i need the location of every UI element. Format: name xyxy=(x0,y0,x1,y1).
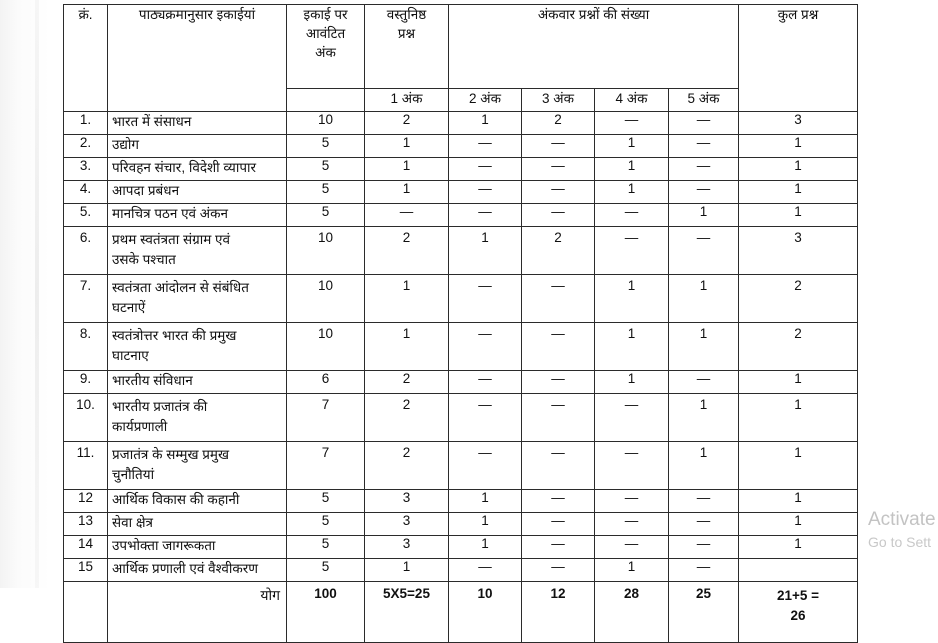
cell-serial: 8. xyxy=(64,323,108,371)
watermark-line-2: Go to Sett xyxy=(868,534,932,550)
cell-total: 1 xyxy=(739,135,858,158)
cell-unit: मानचित्र पठन एवं अंकन xyxy=(108,204,287,227)
cell-m5: — xyxy=(669,536,739,559)
cell-allotted-marks: 10 xyxy=(287,112,365,135)
cell-total: 1 xyxy=(739,536,858,559)
cell-serial: 7. xyxy=(64,275,108,323)
cell-m5: — xyxy=(669,513,739,536)
cell-m5: 1 xyxy=(669,394,739,442)
cell-m5: — xyxy=(669,227,739,275)
cell-total: 1 xyxy=(739,442,858,490)
cell-m5: 1 xyxy=(669,204,739,227)
cell-m3: — xyxy=(522,442,595,490)
cell-m3: — xyxy=(522,135,595,158)
cell-unit: उद्योग xyxy=(108,135,287,158)
table-row xyxy=(64,513,858,536)
cell-unit xyxy=(108,323,287,371)
cell-m2: — xyxy=(449,158,522,181)
cell-m4: 1 xyxy=(595,371,669,394)
cell-allotted-marks: 10 xyxy=(287,275,365,323)
header-total-questions: कुल प्रश्न xyxy=(739,5,858,112)
cell-total: 1 xyxy=(739,371,858,394)
cell-m4: 1 xyxy=(595,559,669,582)
cell-m1: 3 xyxy=(365,513,449,536)
cell-m2: — xyxy=(449,181,522,204)
header-markwise-group: अंकवार प्रश्नों की संख्या xyxy=(449,5,739,89)
cell-m2: 1 xyxy=(449,227,522,275)
cell-m4: — xyxy=(595,227,669,275)
cell-m4: 1 xyxy=(595,181,669,204)
cell-unit: भारत में संसाधन xyxy=(108,112,287,135)
cell-m1: 3 xyxy=(365,536,449,559)
cell-m3: 2 xyxy=(522,227,595,275)
header-sub-m5: 5 अंक xyxy=(669,89,739,112)
header-sub-m2: 2 अंक xyxy=(449,89,522,112)
cell-m1: 3 xyxy=(365,490,449,513)
cell-unit-line1: प्रथम स्वतंत्रता संग्राम एवं xyxy=(112,232,231,247)
header-allotted-marks xyxy=(287,5,365,89)
cell-unit-line2: घटनाऐं xyxy=(112,299,146,315)
table-row xyxy=(64,158,858,181)
cell-allotted-marks: 5 xyxy=(287,181,365,204)
total-row-label: योग xyxy=(108,582,287,643)
cell-m5: — xyxy=(669,158,739,181)
cell-allotted-marks: 5 xyxy=(287,559,365,582)
cell-serial: 9. xyxy=(64,371,108,394)
cell-unit-line1: स्वतंत्रोत्तर भारत की प्रमुख xyxy=(112,328,237,343)
total-questions-line2: 26 xyxy=(790,608,806,624)
cell-m2: — xyxy=(449,371,522,394)
cell-allotted-marks: 5 xyxy=(287,536,365,559)
cell-unit xyxy=(108,275,287,323)
cell-allotted-marks: 5 xyxy=(287,135,365,158)
cell-m3: 2 xyxy=(522,112,595,135)
cell-m3: — xyxy=(522,275,595,323)
cell-m1: 1 xyxy=(365,158,449,181)
cell-m2: 1 xyxy=(449,112,522,135)
header-row-main xyxy=(64,5,858,89)
header-allotted-marks-line1: इकाई पर xyxy=(303,7,348,22)
cell-allotted-marks: 10 xyxy=(287,323,365,371)
cell-m3: — xyxy=(522,559,595,582)
cell-total: 1 xyxy=(739,181,858,204)
total-m2: 10 xyxy=(449,582,522,643)
cell-m3: — xyxy=(522,536,595,559)
total-m3: 12 xyxy=(522,582,595,643)
cell-serial: 1. xyxy=(64,112,108,135)
cell-m2: — xyxy=(449,323,522,371)
cell-unit: आपदा प्रबंधन xyxy=(108,181,287,204)
cell-total: 1 xyxy=(739,513,858,536)
cell-serial: 13 xyxy=(64,513,108,536)
cell-m4: — xyxy=(595,394,669,442)
cell-m2: 1 xyxy=(449,536,522,559)
cell-total: 1 xyxy=(739,394,858,442)
cell-unit xyxy=(108,442,287,490)
cell-serial: 5. xyxy=(64,204,108,227)
cell-m1: 2 xyxy=(365,394,449,442)
cell-unit-line2: घाटनाए xyxy=(112,347,149,363)
cell-total: 3 xyxy=(739,227,858,275)
cell-unit-line1: प्रजातंत्र के सम्मुख प्रमुख xyxy=(112,447,230,462)
total-questions-line1: 21+5 = xyxy=(777,588,820,603)
cell-m1: 1 xyxy=(365,181,449,204)
header-allotted-marks-line3: अंक xyxy=(315,45,336,61)
cell-unit: उपभोक्ता जागरूकता xyxy=(108,536,287,559)
table-row xyxy=(64,204,858,227)
table-row xyxy=(64,559,858,582)
cell-m3: — xyxy=(522,181,595,204)
cell-serial: 6. xyxy=(64,227,108,275)
cell-unit-line2: कार्यप्रणाली xyxy=(112,418,168,434)
cell-allotted-marks: 10 xyxy=(287,227,365,275)
cell-m5: — xyxy=(669,559,739,582)
cell-m4: — xyxy=(595,442,669,490)
cell-m4: 1 xyxy=(595,275,669,323)
cell-m3: — xyxy=(522,323,595,371)
cell-m4: — xyxy=(595,490,669,513)
table-row xyxy=(64,442,858,490)
table-row xyxy=(64,181,858,204)
header-sub-blank xyxy=(287,89,365,112)
cell-m5: 1 xyxy=(669,323,739,371)
cell-m4: — xyxy=(595,204,669,227)
cell-serial: 3. xyxy=(64,158,108,181)
cell-m4: 1 xyxy=(595,158,669,181)
cell-unit-line1: स्वतंत्रता आंदोलन से संबंधित xyxy=(112,280,249,295)
header-objective-line1: वस्तुनिष्ठ xyxy=(386,7,427,22)
cell-allotted-marks: 5 xyxy=(287,204,365,227)
cell-serial: 10. xyxy=(64,394,108,442)
cell-m2: — xyxy=(449,204,522,227)
cell-allotted-marks: 5 xyxy=(287,490,365,513)
cell-unit-line1: भारतीय प्रजातंत्र की xyxy=(112,399,208,414)
table-row xyxy=(64,371,858,394)
cell-total: 2 xyxy=(739,275,858,323)
cell-m1: 2 xyxy=(365,112,449,135)
table-row xyxy=(64,227,858,275)
table-row xyxy=(64,394,858,442)
cell-total: 1 xyxy=(739,204,858,227)
cell-unit-line2: उसके पश्चात xyxy=(112,251,176,267)
cell-m4: — xyxy=(595,513,669,536)
cell-serial: 11. xyxy=(64,442,108,490)
cell-total: 1 xyxy=(739,490,858,513)
cell-m3: — xyxy=(522,158,595,181)
cell-unit: आर्थिक प्रणाली एवं वैश्वीकरण xyxy=(108,559,287,582)
total-row-blank xyxy=(64,582,108,643)
cell-total: 2 xyxy=(739,323,858,371)
table-row xyxy=(64,490,858,513)
cell-m1: 2 xyxy=(365,371,449,394)
cell-m2: — xyxy=(449,135,522,158)
total-m5: 25 xyxy=(669,582,739,643)
cell-m4: — xyxy=(595,112,669,135)
cell-allotted-marks: 7 xyxy=(287,442,365,490)
header-serial: क्रं. xyxy=(64,5,108,112)
cell-m3: — xyxy=(522,513,595,536)
cell-m5: — xyxy=(669,181,739,204)
cell-m1: 1 xyxy=(365,275,449,323)
table-body xyxy=(64,112,858,643)
cell-unit: आर्थिक विकास की कहानी xyxy=(108,490,287,513)
cell-m3: — xyxy=(522,371,595,394)
cell-m1: 1 xyxy=(365,323,449,371)
total-allotted-marks: 100 xyxy=(287,582,365,643)
cell-total: 3 xyxy=(739,112,858,135)
header-objective-questions xyxy=(365,5,449,89)
cell-m5: — xyxy=(669,112,739,135)
cell-unit xyxy=(108,227,287,275)
table-row xyxy=(64,135,858,158)
cell-unit-line2: चुनौतियां xyxy=(112,466,155,482)
total-m4: 28 xyxy=(595,582,669,643)
cell-m5: — xyxy=(669,371,739,394)
cell-m1: 2 xyxy=(365,227,449,275)
header-unit: पाठ्यक्रमानुसार इकाईयां xyxy=(108,5,287,112)
table-row xyxy=(64,536,858,559)
cell-allotted-marks: 7 xyxy=(287,394,365,442)
cell-m2: 1 xyxy=(449,490,522,513)
watermark-line-1: Activate xyxy=(868,509,936,530)
header-sub-m3: 3 अंक xyxy=(522,89,595,112)
cell-m2: 1 xyxy=(449,513,522,536)
table-header xyxy=(64,5,858,112)
total-m1: 5X5=25 xyxy=(365,582,449,643)
cell-unit xyxy=(108,394,287,442)
blueprint-table xyxy=(63,4,858,643)
cell-m1: 1 xyxy=(365,135,449,158)
cell-m2: — xyxy=(449,394,522,442)
cell-serial: 4. xyxy=(64,181,108,204)
cell-serial: 12 xyxy=(64,490,108,513)
cell-unit: सेवा क्षेत्र xyxy=(108,513,287,536)
cell-m2: — xyxy=(449,559,522,582)
cell-m1: — xyxy=(365,204,449,227)
total-questions xyxy=(739,582,858,643)
header-objective-line2: प्रश्न xyxy=(397,26,416,42)
cell-allotted-marks: 6 xyxy=(287,371,365,394)
header-allotted-marks-line2: आवंटित xyxy=(305,26,346,42)
cell-m5: 1 xyxy=(669,442,739,490)
cell-m3: — xyxy=(522,394,595,442)
cell-serial: 2. xyxy=(64,135,108,158)
cell-serial: 15 xyxy=(64,559,108,582)
cell-unit: परिवहन संचार, विदेशी व्यापार xyxy=(108,158,287,181)
cell-m5: — xyxy=(669,490,739,513)
table-row xyxy=(64,323,858,371)
cell-m3: — xyxy=(522,204,595,227)
cell-m5: 1 xyxy=(669,275,739,323)
cell-total xyxy=(739,559,858,582)
cell-m2: — xyxy=(449,275,522,323)
table-row xyxy=(64,275,858,323)
table-row xyxy=(64,112,858,135)
cell-unit: भारतीय संविधान xyxy=(108,371,287,394)
cell-m2: — xyxy=(449,442,522,490)
cell-m4: — xyxy=(595,536,669,559)
cell-allotted-marks: 5 xyxy=(287,158,365,181)
table-total-row xyxy=(64,582,858,643)
cell-m4: 1 xyxy=(595,135,669,158)
cell-m1: 1 xyxy=(365,559,449,582)
cell-serial: 14 xyxy=(64,536,108,559)
cell-m4: 1 xyxy=(595,323,669,371)
header-sub-m4: 4 अंक xyxy=(595,89,669,112)
cell-m3: — xyxy=(522,490,595,513)
cell-allotted-marks: 5 xyxy=(287,513,365,536)
header-sub-m1: 1 अंक xyxy=(365,89,449,112)
cell-m5: — xyxy=(669,135,739,158)
cell-total: 1 xyxy=(739,158,858,181)
cell-m1: 2 xyxy=(365,442,449,490)
